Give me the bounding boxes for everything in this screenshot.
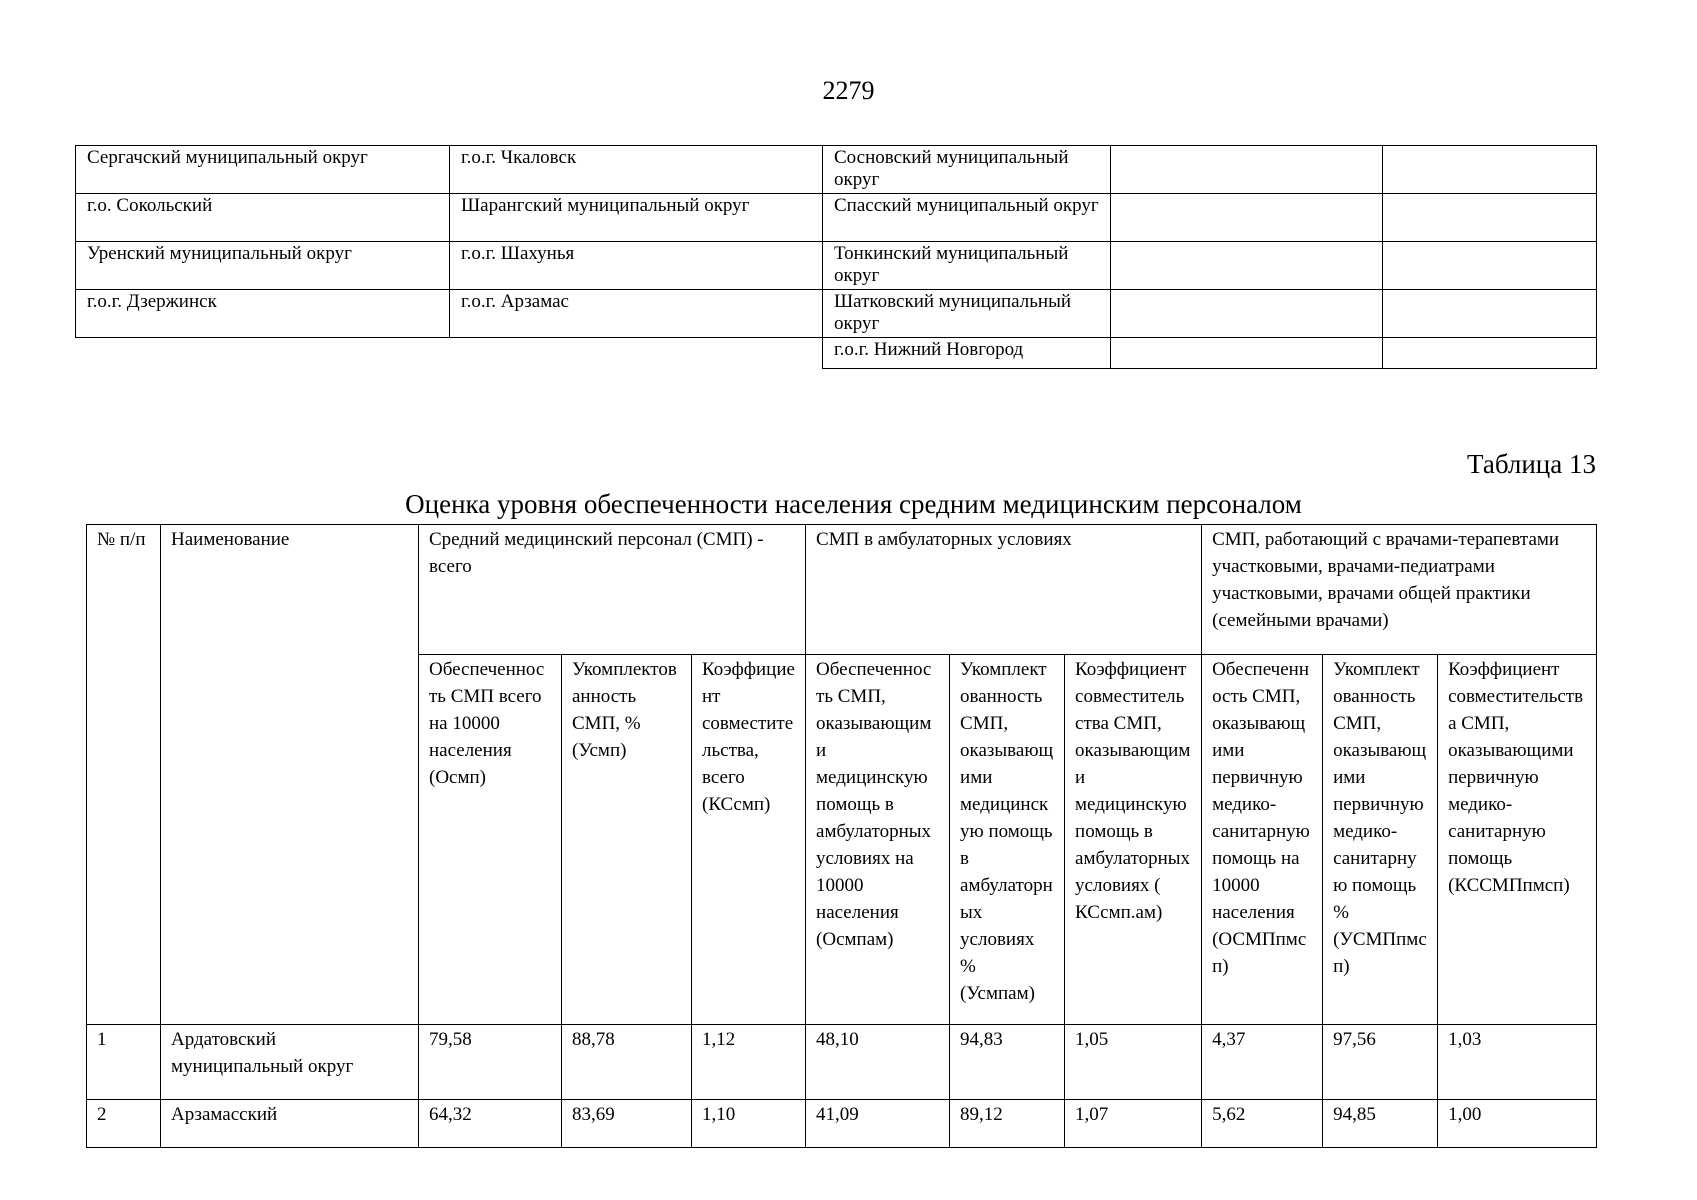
table-cell: г.о.г. Дзержинск [76, 290, 450, 338]
table-cell: 83,69 [562, 1100, 692, 1148]
header-row [87, 525, 1597, 655]
table-cell: 48,10 [806, 1025, 950, 1100]
table-cell: 1,07 [1065, 1100, 1202, 1148]
table-row [76, 290, 1597, 338]
table-cell: Сосновский муниципальный округ [823, 146, 1111, 194]
table-cell: 5,62 [1202, 1100, 1323, 1148]
empty-cell [76, 338, 450, 369]
table-cell: Ардатовский муниципальный округ [161, 1025, 419, 1100]
table-cell: Шатковский муниципальный округ [823, 290, 1111, 338]
header-cell: Укомплектованность СМП, оказывающими медицинскую помощь в амбулаторных условиях % (Усмпам) [950, 655, 1065, 1025]
table-cell [1111, 242, 1383, 290]
header-cell: Коэффициент совместительства, всего (КСсмп) [692, 655, 806, 1025]
table-cell: 94,85 [1323, 1100, 1438, 1148]
header-cell: Укомплектованность СМП, % (Усмп) [562, 655, 692, 1025]
header-group-ambulatory: СМП в амбулаторных условиях [806, 525, 1202, 655]
table-cell: Уренский муниципальный округ [76, 242, 450, 290]
table-cell: Сергачский муниципальный округ [76, 146, 450, 194]
table-cell: г.о.г. Шахунья [450, 242, 823, 290]
table-cell [1383, 242, 1597, 290]
empty-cell [450, 338, 823, 369]
table-row [76, 194, 1597, 242]
table-cell: 1 [87, 1025, 161, 1100]
table-cell: 1,10 [692, 1100, 806, 1148]
table-row [76, 338, 1597, 369]
header-cell: Обеспеченность СМП, оказывающими медицинскую помощь в амбулаторных условиях на 10000 населения (Осмпам) [806, 655, 950, 1025]
table-cell [1383, 338, 1597, 369]
table-title: Оценка уровня обеспеченности населения средним медицинским персоналом [405, 489, 1302, 519]
table-cell: 2 [87, 1100, 161, 1148]
table-cell: 1,00 [1438, 1100, 1597, 1148]
header-cell: Коэффициент совместительства СМП, оказывающими первичную медико-санитарную помощь (КССМПпмсп) [1438, 655, 1597, 1025]
table-cell: г.о.г. Чкаловск [450, 146, 823, 194]
table-row [76, 146, 1597, 194]
table-cell: Шарангский муниципальный округ [450, 194, 823, 242]
header-group-primary-care: СМП, работающий с врачами-терапевтами участковыми, врачами-педиатрами участковыми, врачами общей практики (семейными врачами) [1202, 525, 1597, 655]
table-cell [1111, 194, 1383, 242]
header-cell-num: № п/п [87, 525, 161, 1025]
table-row [87, 1100, 1597, 1148]
table-cell: г.о.г. Арзамас [450, 290, 823, 338]
table-cell: 79,58 [419, 1025, 562, 1100]
table-cell: 4,37 [1202, 1025, 1323, 1100]
page-number: 2279 [822, 76, 875, 105]
table-cell: 94,83 [950, 1025, 1065, 1100]
header-cell: Укомплектованность СМП, оказывающими первичную медико-санитарную помощь % (УСМПпмсп) [1323, 655, 1438, 1025]
table-cell: 89,12 [950, 1100, 1065, 1148]
table-cell [1383, 290, 1597, 338]
table-cell: 1,03 [1438, 1025, 1597, 1100]
table-cell: Тонкинский муниципальный округ [823, 242, 1111, 290]
table-cell: 64,32 [419, 1100, 562, 1148]
table-cell: г.о.г. Нижний Новгород [823, 338, 1111, 369]
header-group-total: Средний медицинский персонал (СМП) - всего [419, 525, 806, 655]
table-cell [1111, 290, 1383, 338]
table-row [76, 242, 1597, 290]
header-cell: Обеспеченность СМП, оказывающими первичную медико-санитарную помощь на 10000 населения (ОСМПпмсп) [1202, 655, 1323, 1025]
table-cell: Спасский муниципальный округ [823, 194, 1111, 242]
table-cell [1383, 146, 1597, 194]
table-row [87, 1025, 1597, 1100]
table-cell: 1,12 [692, 1025, 806, 1100]
table-cell: 97,56 [1323, 1025, 1438, 1100]
header-cell-name: Наименование [161, 525, 419, 1025]
table-cell: 88,78 [562, 1025, 692, 1100]
table-cell: г.о. Сокольский [76, 194, 450, 242]
table-caption: Таблица 13 [1467, 449, 1596, 479]
table-cell: 41,09 [806, 1100, 950, 1148]
table-cell [1111, 146, 1383, 194]
header-cell: Коэффициент совместительства СМП, оказывающими медицинскую помощь в амбулаторных условиях ( КСсмп.ам) [1065, 655, 1202, 1025]
table-cell: 1,05 [1065, 1025, 1202, 1100]
staffing-table [86, 524, 1597, 1148]
table-cell [1383, 194, 1597, 242]
header-cell: Обеспеченность СМП всего на 10000 населения (Осмп) [419, 655, 562, 1025]
table-cell [1111, 338, 1383, 369]
table-cell: Арзамасский [161, 1100, 419, 1148]
municipalities-table [75, 145, 1597, 369]
